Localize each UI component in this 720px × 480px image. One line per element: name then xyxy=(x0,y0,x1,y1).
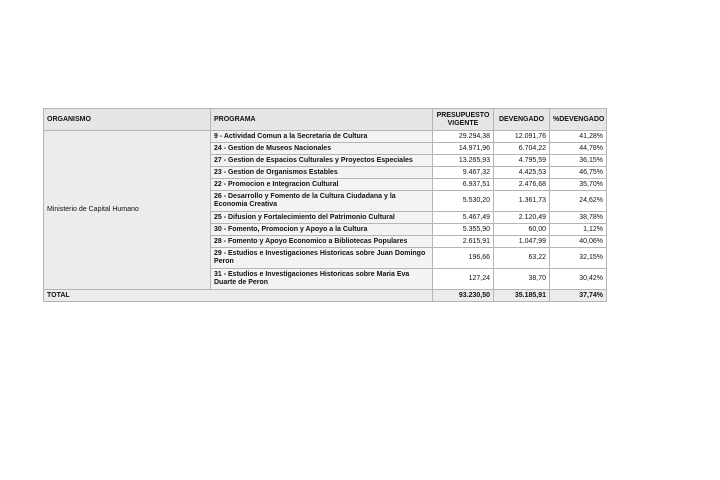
total-presupuesto: 93.230,50 xyxy=(433,290,494,302)
presupuesto-cell: 2.615,91 xyxy=(433,236,494,248)
presupuesto-cell: 196,66 xyxy=(433,248,494,269)
programa-cell: 30 - Fomento, Promocion y Apoyo a la Cultura xyxy=(211,224,433,236)
presupuesto-cell: 6.937,51 xyxy=(433,179,494,191)
pct-cell: 38,78% xyxy=(550,212,607,224)
total-label: TOTAL xyxy=(44,290,433,302)
devengado-cell: 2.120,49 xyxy=(494,212,550,224)
devengado-cell: 63,22 xyxy=(494,248,550,269)
pct-cell: 40,06% xyxy=(550,236,607,248)
total-row xyxy=(44,290,607,302)
devengado-cell: 6.704,22 xyxy=(494,143,550,155)
pct-cell: 32,15% xyxy=(550,248,607,269)
presupuesto-cell: 13.265,93 xyxy=(433,155,494,167)
programa-cell: 25 - Difusion y Fortalecimiento del Patrimonio Cultural xyxy=(211,212,433,224)
devengado-cell: 2.476,68 xyxy=(494,179,550,191)
pct-cell: 1,12% xyxy=(550,224,607,236)
devengado-cell: 12.091,76 xyxy=(494,131,550,143)
programa-cell: 28 - Fomento y Apoyo Economico a Bibliotecas Populares xyxy=(211,236,433,248)
total-pct: 37,74% xyxy=(550,290,607,302)
table-row xyxy=(44,131,607,143)
programa-cell: 22 - Promocion e Integracion Cultural xyxy=(211,179,433,191)
header-pct-devengado: %DEVENGADO xyxy=(550,109,607,131)
pct-cell: 36,15% xyxy=(550,155,607,167)
devengado-cell: 60,00 xyxy=(494,224,550,236)
pct-cell: 35,70% xyxy=(550,179,607,191)
devengado-cell: 4.795,59 xyxy=(494,155,550,167)
header-devengado: DEVENGADO xyxy=(494,109,550,131)
devengado-cell: 1.361,73 xyxy=(494,191,550,212)
presupuesto-cell: 9.467,32 xyxy=(433,167,494,179)
header-organismo: ORGANISMO xyxy=(44,109,211,131)
presupuesto-cell: 5.530,20 xyxy=(433,191,494,212)
devengado-cell: 38,70 xyxy=(494,269,550,290)
budget-table xyxy=(43,108,607,302)
programa-cell: 31 - Estudios e Investigaciones Historicas sobre Maria Eva Duarte de Peron xyxy=(211,269,433,290)
presupuesto-cell: 29.294,38 xyxy=(433,131,494,143)
programa-cell: 23 - Gestion de Organismos Estables xyxy=(211,167,433,179)
programa-cell: 27 - Gestion de Espacios Culturales y Proyectos Especiales xyxy=(211,155,433,167)
header-presupuesto-vigente: PRESUPUESTO VIGENTE xyxy=(433,109,494,131)
presupuesto-cell: 14.971,96 xyxy=(433,143,494,155)
programa-cell: 26 - Desarrollo y Fomento de la Cultura Ciudadana y la Economia Creativa xyxy=(211,191,433,212)
header-programa: PROGRAMA xyxy=(211,109,433,131)
pct-cell: 30,42% xyxy=(550,269,607,290)
presupuesto-cell: 127,24 xyxy=(433,269,494,290)
pct-cell: 44,78% xyxy=(550,143,607,155)
pct-cell: 46,75% xyxy=(550,167,607,179)
total-devengado: 35.185,91 xyxy=(494,290,550,302)
programa-cell: 24 - Gestion de Museos Nacionales xyxy=(211,143,433,155)
devengado-cell: 1.047,99 xyxy=(494,236,550,248)
presupuesto-cell: 5.467,49 xyxy=(433,212,494,224)
pct-cell: 41,28% xyxy=(550,131,607,143)
presupuesto-cell: 5.355,90 xyxy=(433,224,494,236)
programa-cell: 29 - Estudios e Investigaciones Historicas sobre Juan Domingo Peron xyxy=(211,248,433,269)
pct-cell: 24,62% xyxy=(550,191,607,212)
devengado-cell: 4.425,53 xyxy=(494,167,550,179)
budget-table-container xyxy=(43,108,606,302)
programa-cell: 9 - Actividad Comun a la Secretaria de Cultura xyxy=(211,131,433,143)
organismo-cell: Ministerio de Capital Humano xyxy=(44,131,211,290)
table-header-row xyxy=(44,109,607,131)
